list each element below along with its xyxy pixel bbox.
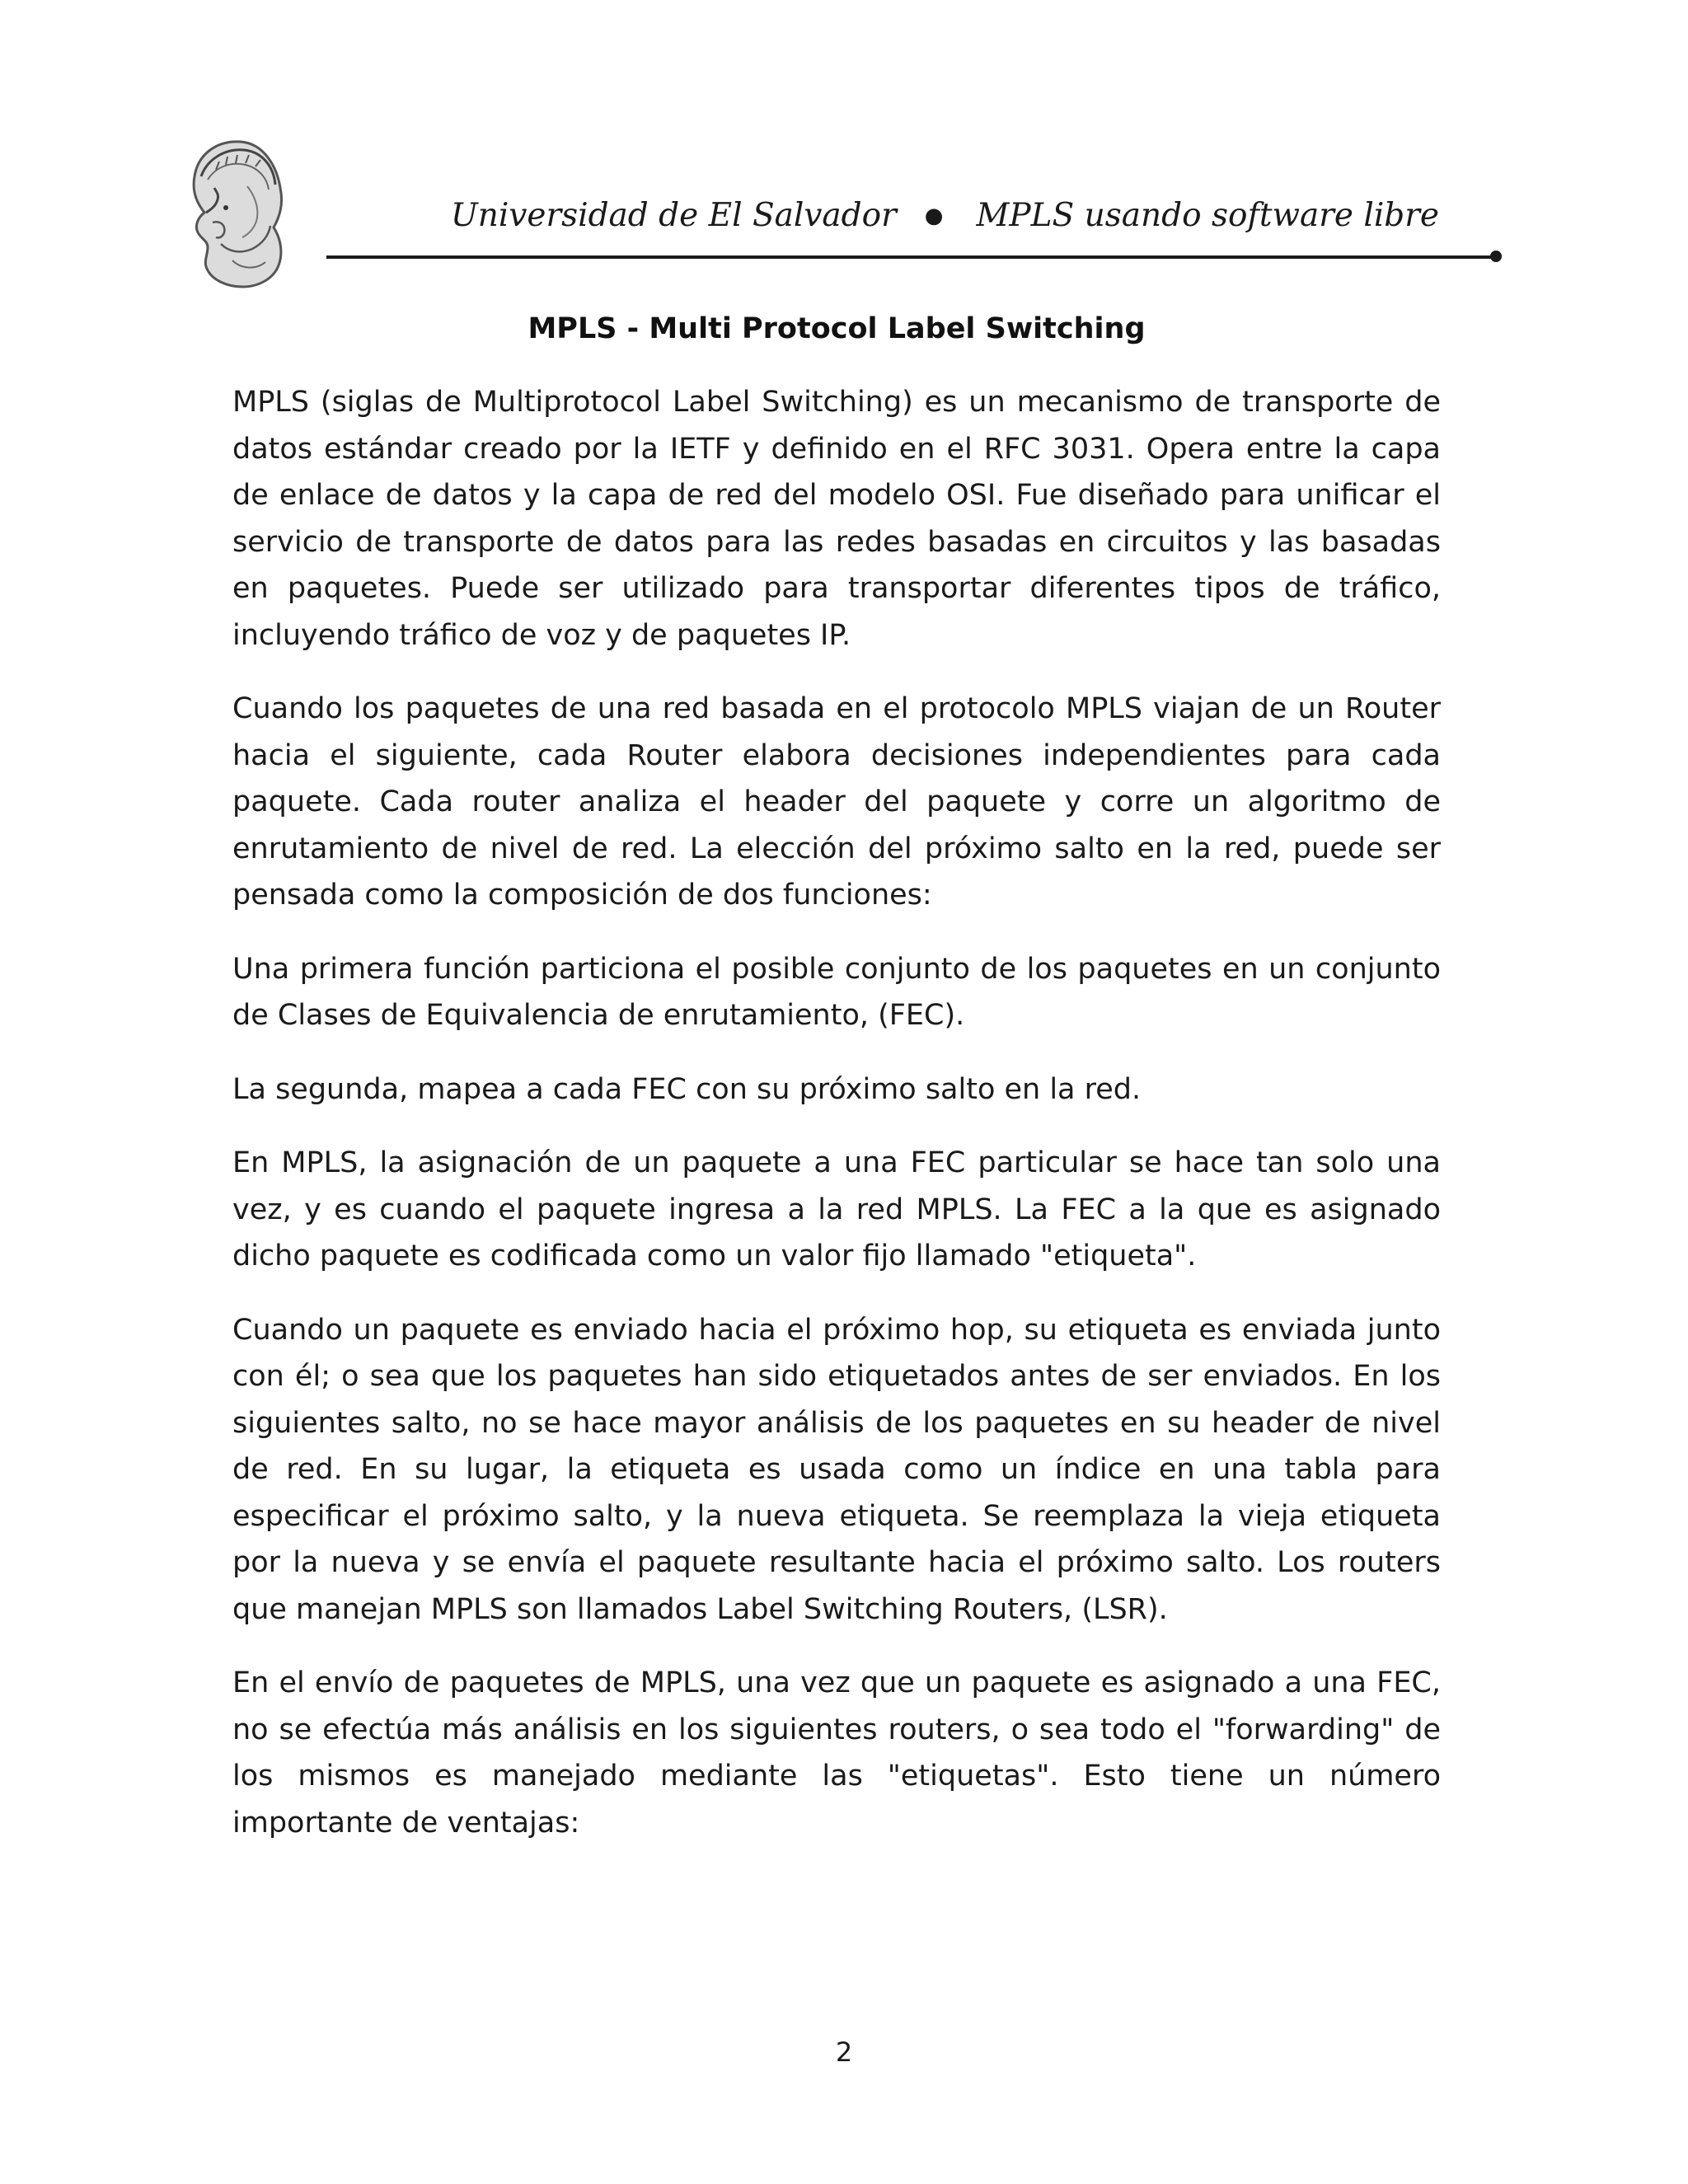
header-rule — [326, 255, 1495, 259]
header-document-title: MPLS usando software libre — [976, 197, 1439, 234]
paragraph: Cuando los paquetes de una red basada en el protocolo MPLS viajan de un Router hacia el siguiente, cada Router elabora decisiones independientes para cada paquete. Cada router analiza el header del paquete y corre un algoritmo de enrutamiento de nivel de red. La elección del próximo salto en la red, puede ser pensada como la composición de dos funciones: — [232, 692, 1441, 912]
paragraph: Una primera función particiona el posible conjunto de los paquetes en un conjunto de Clases de Equivalencia de enrutamiento, (FEC). — [232, 952, 1441, 1032]
header-institution: Universidad de El Salvador — [450, 197, 897, 234]
paragraph: En MPLS, la asignación de un paquete a una FEC particular se hace tan solo una vez, y es cuando el paquete ingresa a la red MPLS. La FEC a la que es asignado dicho paquete es codificada como un valor fijo llamado "etiqueta". — [232, 1146, 1441, 1272]
paragraph: La segunda, mapea a cada FEC con su próximo salto en la red. — [232, 1072, 1142, 1106]
running-header — [330, 191, 1439, 244]
paragraph: Cuando un paquete es enviado hacia el próximo hop, su etiqueta es enviada junto con él; o sea que los paquetes han sido etiquetados antes de ser enviados. En los siguientes salto, no se hace mayor análisis de los paquetes en su header de nivel de red. En su lugar, la etiqueta es usada como un índice en una tabla para especificar el próximo salto, y la nueva etiqueta. Se reemplaza la vieja etiqueta por la nueva y se envía el paquete resultante hacia el próximo salto. Los routers que manejan MPLS son llamados Label Switching Routers, (LSR). — [232, 1313, 1441, 1626]
page-number: 2 — [835, 2036, 853, 2068]
header-rule-end-dot — [1490, 251, 1502, 262]
body-text — [232, 379, 1441, 1873]
paragraph: MPLS (siglas de Multiprotocol Label Switching) es un mecanismo de transporte de datos estándar creado por la IETF y definido en el RFC 3031. Opera entre la capa de enlace de datos y la capa de red del modelo OSI. Fue diseñado para unificar el servicio de transporte de datos para las redes basadas en circuitos y las basadas en paquetes. Puede ser utilizado para transportar diferentes tipos de tráfico, incluyendo tráfico de voz y de paquetes IP. — [232, 386, 1441, 652]
section-title: MPLS - Multi Protocol Label Switching — [528, 312, 1146, 345]
university-emblem-icon — [183, 137, 290, 290]
paragraph: En el envío de paquetes de MPLS, una vez que un paquete es asignado a una FEC, no se efectúa más análisis en los siguientes routers, o sea todo el "forwarding" de los mismos es manejado mediante las "etiquetas". Esto tiene un número importante de ventajas: — [232, 1666, 1441, 1840]
header-separator: ● — [924, 204, 944, 228]
